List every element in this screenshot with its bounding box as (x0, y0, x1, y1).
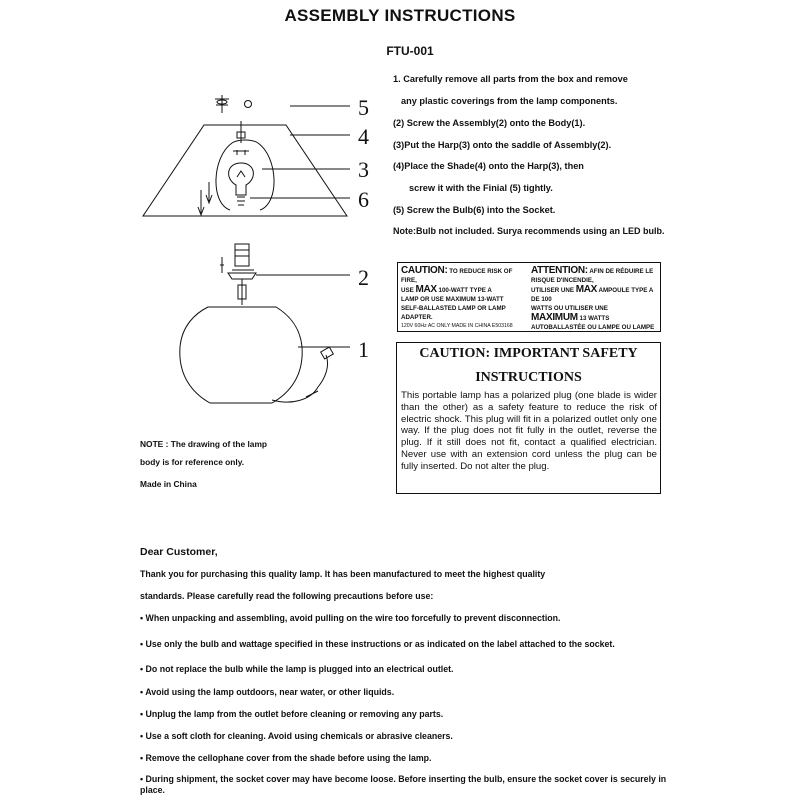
label-4: 4 (358, 124, 369, 149)
letter-intro-line-1: Thank you for purchasing this quality lamp. It has been manufactured to meet the highest quality (140, 569, 546, 579)
step-3: (3)Put the Harp(3) onto the saddle of Assembly(2). (393, 140, 612, 150)
precaution-item: • Use only the bulb and wattage specified in these instructions or as indicated on the label attached to the socket. (140, 639, 615, 649)
safety-instructions-box (396, 342, 661, 494)
precaution-item: • During shipment, the socket cover may have become loose. Before inserting the bulb, ensure the socket cover is securely in place. (140, 774, 667, 795)
attention-line2c: AMPOULE TYPE A DE 100 (531, 287, 654, 303)
lamp-shade-icon (143, 125, 347, 216)
safety-title-line-2: INSTRUCTIONS (475, 370, 582, 385)
safety-title-line-1: CAUTION: IMPORTANT SAFETY (419, 346, 638, 361)
finial-icon (215, 95, 252, 113)
label-3: 3 (358, 157, 369, 182)
caution-line5: 120V 60Hz AC ONLY MADE IN CHINA E503168 (401, 323, 513, 329)
label-5: 5 (358, 95, 369, 120)
caution-label-english (401, 266, 526, 331)
caution-line4: SELF-BALLASTED LAMP OR LAMP ADAPTER. (401, 305, 506, 321)
caution-line1: TO REDUCE RISK OF FIRE, (401, 268, 513, 284)
attention-line4: AUTOBALLASTÉE OU LAMPE OU LAMPE (531, 324, 655, 331)
lamp-body-icon (180, 307, 334, 403)
caution-use: USE (401, 287, 414, 294)
step-4-line-2: screw it with the Finial (5) tightly. (409, 183, 553, 193)
safety-body: This portable lamp has a polarized plug (one blade is wider than the other) as a safety feature to reduce the risk of electric shock. This plug will fit in a polarized outlet only one way. If the plug does not fit fully in the outlet, reverse the plug. If it still does not fit, contact a qualified electrician. Never use with an extension cord unless the plug can be fully inserted. Do not alter the plug. (401, 390, 657, 472)
precaution-item: • Unplug the lamp from the outlet before cleaning or removing any parts. (140, 709, 444, 719)
drawing-note-line-2: body is for reference only. (140, 457, 245, 467)
attention-maximum: MAXIMUM (531, 312, 578, 323)
leader-lines (250, 106, 350, 347)
bulb-note: Note:Bulb not included. Surya recommends using an LED bulb. (393, 226, 665, 236)
caution-watt: 100-WATT TYPE A (438, 287, 492, 294)
caution-max: MAX (415, 284, 437, 295)
precaution-item: • When unpacking and assembling, avoid pulling on the wire too forcefully to prevent disconnection. (140, 613, 561, 623)
attention-line2a: UTILISER UNE (531, 287, 574, 294)
made-in-china: Made in China (140, 479, 197, 489)
attention-max: MAX (575, 284, 598, 295)
precaution-item: • Avoid using the lamp outdoors, near water, or other liquids. (140, 687, 395, 697)
attention-line3a: WATTS OU UTILISER UNE (531, 305, 608, 312)
step-2: (2) Screw the Assembly(2) onto the Body(1). (393, 118, 586, 128)
label-6: 6 (358, 187, 369, 212)
step-4-line-1: (4)Place the Shade(4) onto the Harp(3), then (393, 161, 584, 171)
step-1-line-2: any plastic coverings from the lamp components. (401, 96, 618, 106)
precaution-item: • Use a soft cloth for cleaning. Avoid using chemicals or abrasive cleaners. (140, 731, 453, 741)
precaution-item: • Do not replace the bulb while the lamp is plugged into an electrical outlet. (140, 664, 454, 674)
lamp-assembly-diagram (140, 85, 390, 430)
letter-greeting: Dear Customer, (140, 546, 218, 558)
step-1-line-1: 1. Carefully remove all parts from the box and remove (393, 74, 628, 84)
caution-label-french (531, 266, 656, 332)
attention-line3c: 13 WATTS (579, 315, 610, 322)
drawing-note-line-1: NOTE : The drawing of the lamp (140, 439, 268, 449)
model-number: FTU-001 (386, 44, 434, 58)
socket-assembly-icon (220, 244, 256, 305)
letter-intro-line-2: standards. Please carefully read the following precautions before use: (140, 591, 434, 601)
caution-label (397, 262, 661, 332)
caution-head: CAUTION: (401, 265, 448, 276)
precaution-item: • Remove the cellophane cover from the shade before using the lamp. (140, 753, 432, 763)
bulb-icon (229, 150, 254, 205)
document-title: ASSEMBLY INSTRUCTIONS (284, 6, 516, 25)
label-1: 1 (358, 337, 369, 362)
caution-line3: LAMP OR USE MAXIMUM 13-WATT (401, 296, 504, 303)
step-5: (5) Screw the Bulb(6) into the Socket. (393, 205, 556, 215)
down-arrow-icon (198, 182, 212, 215)
attention-head: ATTENTION: (531, 265, 588, 276)
label-2: 2 (358, 265, 369, 290)
attention-line1: AFIN DE RÉDUIRE LE RISQUE D'INCENDIE, (531, 268, 654, 284)
